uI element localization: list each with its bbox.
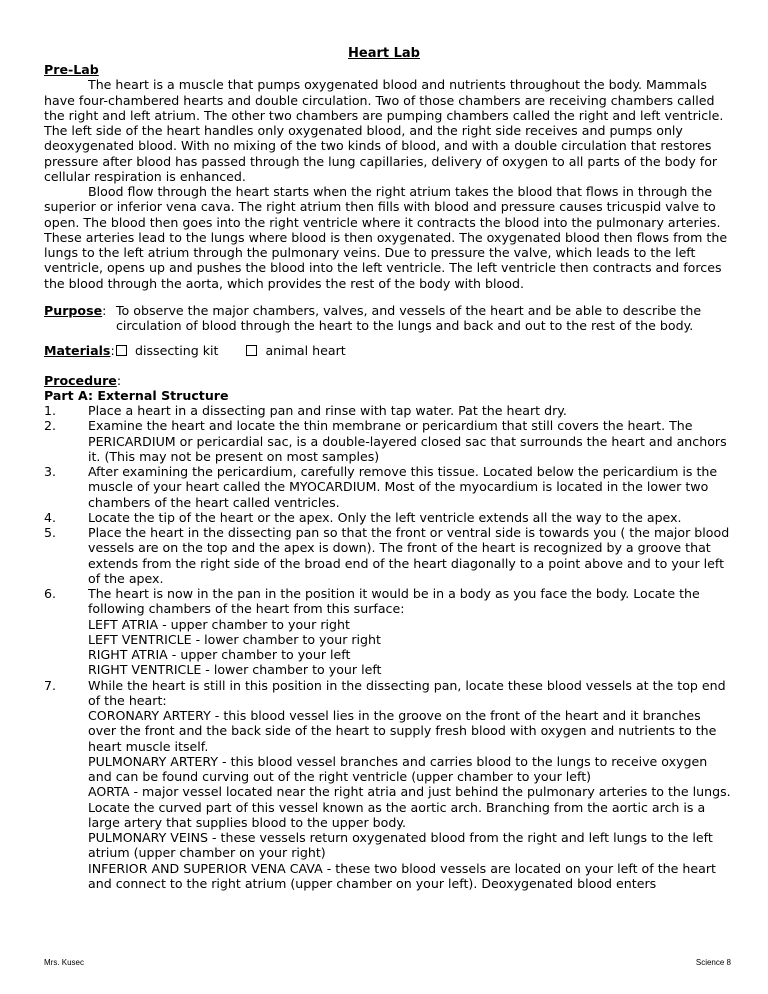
material-label: dissecting kit bbox=[135, 343, 219, 359]
materials-section bbox=[44, 343, 731, 358]
step-line: LEFT VENTRICLE - lower chamber to your right bbox=[88, 631, 381, 647]
page-title: Heart Lab bbox=[348, 46, 420, 61]
step-body bbox=[88, 464, 731, 510]
prelab-paragraph-2: Blood flow through the heart starts when the right atrium takes the blood that flows in through the superior or inferior vena cava. The right atrium then fills with blood and pressure causes tricuspid valve to open. The blood then goes into the right ventricle where it contracts the blood into the pulmonary arteries. These arteries lead to the lungs where blood is then oxygenated. The oxygenated blood then flows from the lungs to the left atrium through the pulmonary veins. Due to pressure the valve, which leads to the left ventricle, opens up and pushes the blood into the left ventricle. The left ventricle then contracts and forces the blood through the aorta, which provides the rest of the body with blood. bbox=[44, 184, 728, 291]
step-line: While the heart is still in this position in the dissecting pan, locate these blood vessels at the top end of the heart: bbox=[88, 677, 726, 708]
material-item-dissecting-kit bbox=[116, 343, 218, 358]
checkbox-icon bbox=[116, 345, 127, 356]
procedure-step bbox=[44, 510, 731, 525]
prelab-heading: Pre-Lab bbox=[44, 62, 99, 77]
procedure-heading-wrap: Procedure: bbox=[44, 372, 122, 388]
step-line: The heart is now in the pan in the position it would be in a body as you face the body. Locate the following chambers of the heart from this surface: bbox=[88, 586, 700, 617]
footer-teacher: Mrs. Kusec bbox=[44, 958, 85, 967]
procedure-step bbox=[44, 403, 731, 418]
purpose-label-wrap: Purpose: bbox=[44, 302, 107, 318]
procedure-steps bbox=[44, 403, 731, 891]
procedure-step bbox=[44, 586, 731, 678]
step-line: RIGHT ATRIA - upper chamber to your left bbox=[88, 647, 351, 662]
step-number: 4. bbox=[44, 509, 57, 525]
purpose-text: To observe the major chambers, valves, and vessels of the heart and be able to describe the circulation of blood through the heart to the lungs and back and out to the rest of the body. bbox=[116, 302, 702, 333]
step-line: CORONARY ARTERY - this blood vessel lies in the groove on the front of the heart and it branches over the front and the back side of the heart to supply fresh blood with oxygen and nutrients to the heart muscle itself. bbox=[88, 708, 717, 754]
step-number: 5. bbox=[44, 525, 57, 540]
step-line: Place a heart in a dissecting pan and rinse with tap water. Pat the heart dry. bbox=[88, 403, 567, 418]
step-line: Place the heart in the dissecting pan so that the front or ventral side is towards you ( the major blood vessels are on the top and the apex is down). The front of the heart is recognized by a groove that extends from the right side of the broad end of the heart diagonally to a point above and to your left of the apex. bbox=[88, 525, 730, 586]
step-line: Locate the tip of the heart or the apex. Only the left ventricle extends all the way to the apex. bbox=[88, 509, 682, 525]
step-number: 6. bbox=[44, 586, 57, 601]
step-line: Examine the heart and locate the thin membrane or pericardium that still covers the heart. The PERICARDIUM or pericardial sac, is a double-layered closed sac that surrounds the heart and anchors it. (This may not be present on most samples) bbox=[88, 418, 727, 464]
step-body bbox=[88, 586, 731, 678]
step-line: LEFT ATRIA - upper chamber to your right bbox=[88, 616, 350, 632]
step-number: 3. bbox=[44, 464, 57, 479]
step-body bbox=[88, 525, 731, 586]
step-number: 1. bbox=[44, 403, 57, 418]
step-body bbox=[88, 403, 731, 418]
step-line: RIGHT VENTRICLE - lower chamber to your left bbox=[88, 662, 382, 678]
step-body bbox=[88, 418, 731, 464]
material-item-animal-heart bbox=[246, 343, 345, 358]
step-number: 2. bbox=[44, 418, 57, 434]
procedure-step bbox=[44, 418, 731, 464]
procedure-step bbox=[44, 678, 731, 892]
step-line: After examining the pericardium, carefully remove this tissue. Located below the pericardium is the muscle of your heart called the MYOCARDIUM. Most of the myocardium is located in the lower two chambers of the heart called ventricles. bbox=[88, 464, 718, 510]
procedure-heading: Procedure bbox=[44, 372, 117, 388]
step-body bbox=[88, 510, 731, 525]
step-line: INFERIOR AND SUPERIOR VENA CAVA - these two blood vessels are located on your left of the heart and connect to the right atrium (upper chamber on your left). Deoxygenated blood enters bbox=[88, 860, 716, 891]
procedure-step bbox=[44, 525, 731, 586]
prelab-paragraph-1: The heart is a muscle that pumps oxygenated blood and nutrients throughout the body. Mammals have four-chambered hearts and double circulation. Two of those chambers are receiving chambers called the right and left atrium. The other two chambers are pumping chambers called the right and left ventricle. The left side of the heart handles only oxygenated blood, and the right side receives and pumps only deoxygenated blood. With no mixing of the two kinds of blood, and with a double circulation that restores pressure after blood has passed through the lung capillaries, delivery of oxygen to all parts of the body for cellular respiration is enhanced. bbox=[44, 77, 724, 184]
document-body bbox=[44, 62, 731, 891]
part-a-heading: Part A: External Structure bbox=[44, 387, 229, 403]
materials-label-wrap: Materials: bbox=[44, 343, 115, 359]
step-line: PULMONARY VEINS - these vessels return oxygenated blood from the right and left lungs to the left atrium (upper chamber on your right) bbox=[88, 830, 713, 861]
step-line: AORTA - major vessel located near the right atria and just behind the pulmonary arteries to the lungs. Locate the curved part of this vessel known as the aortic arch. Branching from the aortic arch is a large artery that supplies blood to the upper body. bbox=[88, 784, 731, 830]
materials-label: Materials bbox=[44, 343, 111, 359]
purpose-section bbox=[44, 303, 731, 334]
step-line: PULMONARY ARTERY - this blood vessel branches and carries blood to the lungs to receive oxygen and can be found curving out of the right ventricle (upper chamber to your left) bbox=[88, 753, 708, 784]
step-body bbox=[88, 678, 731, 892]
checkbox-icon bbox=[246, 345, 257, 356]
footer-course: Science 8 bbox=[695, 958, 731, 967]
procedure-step bbox=[44, 464, 731, 510]
step-number: 7. bbox=[44, 677, 57, 693]
purpose-label: Purpose bbox=[44, 302, 103, 318]
material-label: animal heart bbox=[265, 343, 346, 359]
